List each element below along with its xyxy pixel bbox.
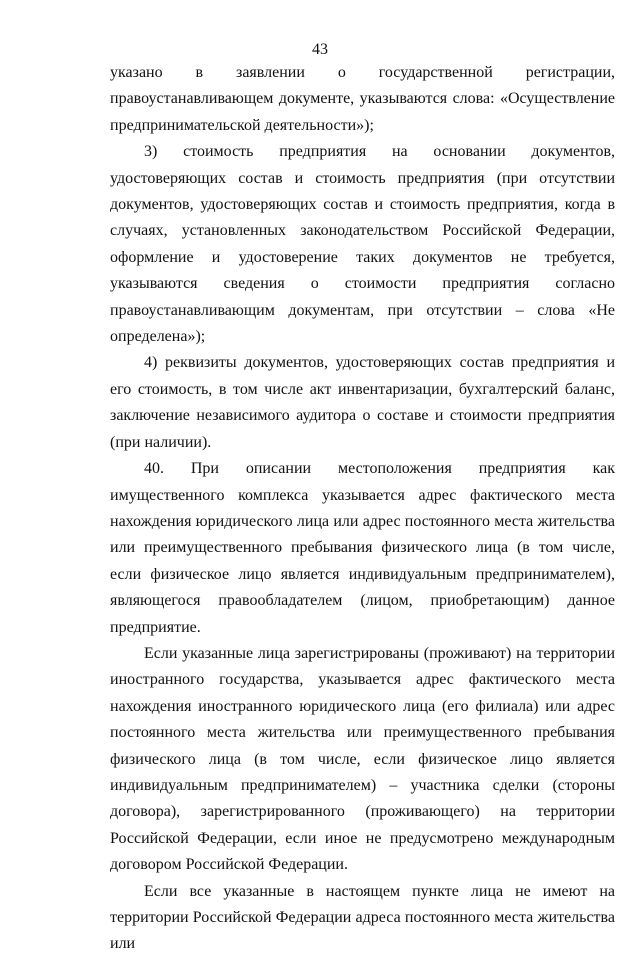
page-number: 43 [312, 41, 328, 58]
document-body [110, 60, 615, 958]
paragraph-foreign-state: Если указанные лица зарегистрированы (проживают) на территории иностранного государства, указывается адрес фактического места нахождения иностранного юридического лица (его филиала) или адрес постоянного места жительства или преимущественного пребывания физического лица (в том числе, если физическое лицо является индивидуальным предпринимателем) – участника сделки (стороны договора), зарегистрированного (проживающего) на территории Российской Федерации, если иное не предусмотрено международным договором Российской Федерации. [110, 644, 615, 874]
paragraph-continuation: указано в заявлении о государственной регистрации, правоустанавливающем документе, указываются слова: «Осуществление предпринимательской деятельности»); [110, 64, 615, 134]
paragraph-clause-40: 40. При описании местоположения предприятия как имущественного комплекса указывается адрес фактического места нахождения юридического лица или адрес постоянного места жительства или преимущественного пребывания физического лица (в том числе, если физическое лицо является индивидуальным предпринимателем), являющегося правообладателем (лицом, приобретающим) данное предприятие. [110, 460, 615, 636]
paragraph-no-address: Если все указанные в настоящем пункте лица не имеют на территории Российской Федерации адреса постоянного места жительства или [110, 882, 615, 953]
paragraph-item-3: 3) стоимость предприятия на основании документов, удостоверяющих состав и стоимость предприятия (при отсутствии документов, удостоверяющих состав и стоимость предприятия, когда в случаях, установленных законодательством Российской Федерации, оформление и удостоверение таких документов не требуется, указываются сведения о стоимости предприятия согласно правоустанавливающим документам, при отсутствии – слова «Не определена»); [110, 143, 615, 346]
paragraph-item-4: 4) реквизиты документов, удостоверяющих состав предприятия и его стоимость, в том числе акт инвентаризации, бухгалтерский баланс, заключение независимого аудитора о составе и стоимости предприятия (при наличии). [110, 354, 615, 451]
